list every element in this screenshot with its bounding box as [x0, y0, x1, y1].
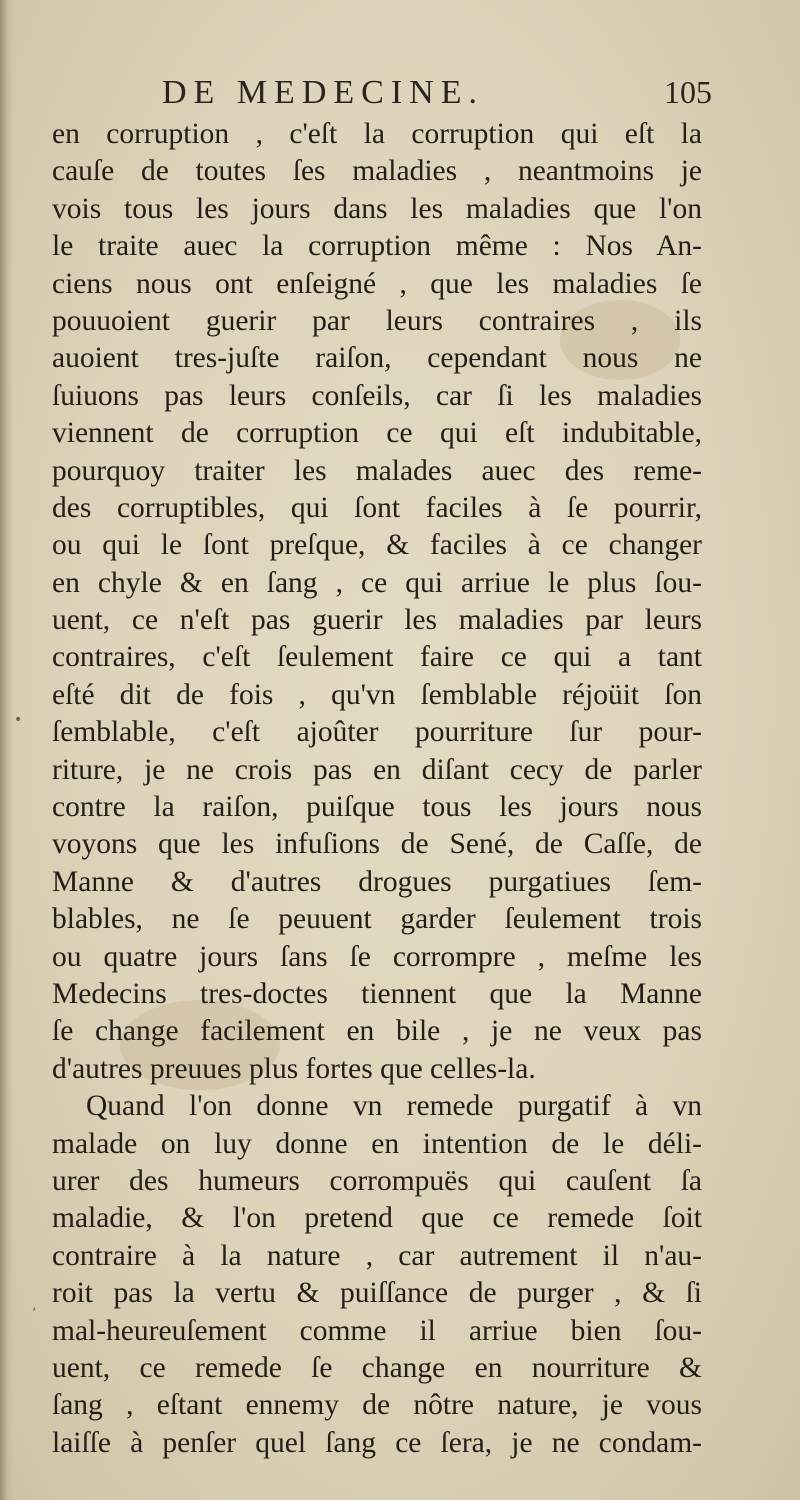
text-line: ſang , eſtant ennemy de nôtre nature, je vous — [52, 1389, 702, 1422]
text-line: uent, ce n'eſt pas guerir les maladies par leurs — [52, 604, 702, 637]
text-line: contre la raiſon, puiſque tous les jours nous — [52, 791, 702, 824]
text-line: Quand l'on donne vn remede purgatif à vn — [86, 1090, 702, 1123]
gutter-shadow — [0, 0, 14, 1500]
text-line: laiſſe à penſer quel ſang ce ſera, je ne condam- — [52, 1426, 702, 1459]
margin-speck: ʼ — [32, 1306, 37, 1322]
text-line: maladie, & l'on pretend que ce remede ſoit — [52, 1202, 702, 1235]
text-line: voyons que les infuſions de Sené, de Caſſe, de — [52, 828, 702, 861]
text-line: des corruptibles, qui ſont faciles à ſe pourrir, — [52, 491, 702, 524]
text-line: d'autres preuues plus fortes que celles-la. — [52, 1052, 536, 1085]
text-line: malade on luy donne en intention de le déli- — [52, 1127, 702, 1160]
paragraph-1 — [52, 116, 702, 1088]
text-line: ſemblable, c'eſt ajoûter pourriture ſur pour- — [52, 716, 702, 749]
text-line: en chyle & en ſang , ce qui arriue le plus ſou- — [52, 566, 702, 599]
text-line: urer des humeurs corrompuës qui cauſent ſa — [52, 1164, 702, 1197]
text-line: eſté dit de fois , qu'vn ſemblable réjoüit ſon — [52, 678, 702, 711]
text-line: le traite auec la corruption même : Nos An- — [52, 230, 702, 263]
text-line: ou qui le ſont preſque, & faciles à ce changer — [52, 529, 702, 562]
page-number: 105 — [664, 74, 712, 110]
text-line: ſe change facilement en bile , je ne veux pas — [52, 1015, 702, 1048]
text-line: ciens nous ont enſeigné , que les maladies ſe — [52, 267, 702, 300]
text-line: cauſe de toutes ſes maladies , neantmoins je — [52, 155, 702, 188]
text-line: pouuoient guerir par leurs contraires , ils — [52, 304, 702, 337]
text-line: ou quatre jours ſans ſe corrompre , meſme les — [52, 940, 702, 973]
text-line: contraire à la nature , car autrement il n'au- — [52, 1239, 702, 1272]
margin-speck: • — [14, 712, 23, 728]
text-line: blables, ne ſe peuuent garder ſeulement trois — [52, 903, 702, 936]
text-line: viennent de corruption ce qui eſt indubitable, — [52, 417, 702, 450]
text-line: en corruption , c'eſt la corruption qui eſt la — [52, 118, 702, 150]
running-head-title: DE MEDECINE. — [162, 74, 484, 111]
running-head — [52, 74, 712, 114]
paragraph-2 — [52, 1088, 702, 1462]
text-line: contraires, c'eſt ſeulement faire ce qui a tant — [52, 641, 702, 674]
text-line: riture, je ne crois pas en diſant cecy de parler — [52, 753, 702, 786]
text-line: vois tous les jours dans les maladies que l'on — [52, 192, 702, 225]
text-line: auoient tres-juſte raiſon, cependant nous ne — [52, 342, 702, 375]
text-line: ſuiuons pas leurs conſeils, car ſi les maladies — [52, 379, 702, 412]
text-line: pourquoy traiter les malades auec des reme- — [52, 454, 702, 487]
text-line: roit pas la vertu & puiſſance de purger , & ſi — [52, 1277, 702, 1310]
text-line: Manne & d'autres drogues purgatiues ſem- — [52, 865, 702, 898]
text-line: Medecins tres-doctes tiennent que la Manne — [52, 977, 702, 1010]
body-text — [52, 116, 702, 1462]
text-line: uent, ce remede ſe change en nourriture & — [52, 1351, 702, 1384]
text-line: mal-heureuſement comme il arriue bien ſou- — [52, 1314, 702, 1347]
